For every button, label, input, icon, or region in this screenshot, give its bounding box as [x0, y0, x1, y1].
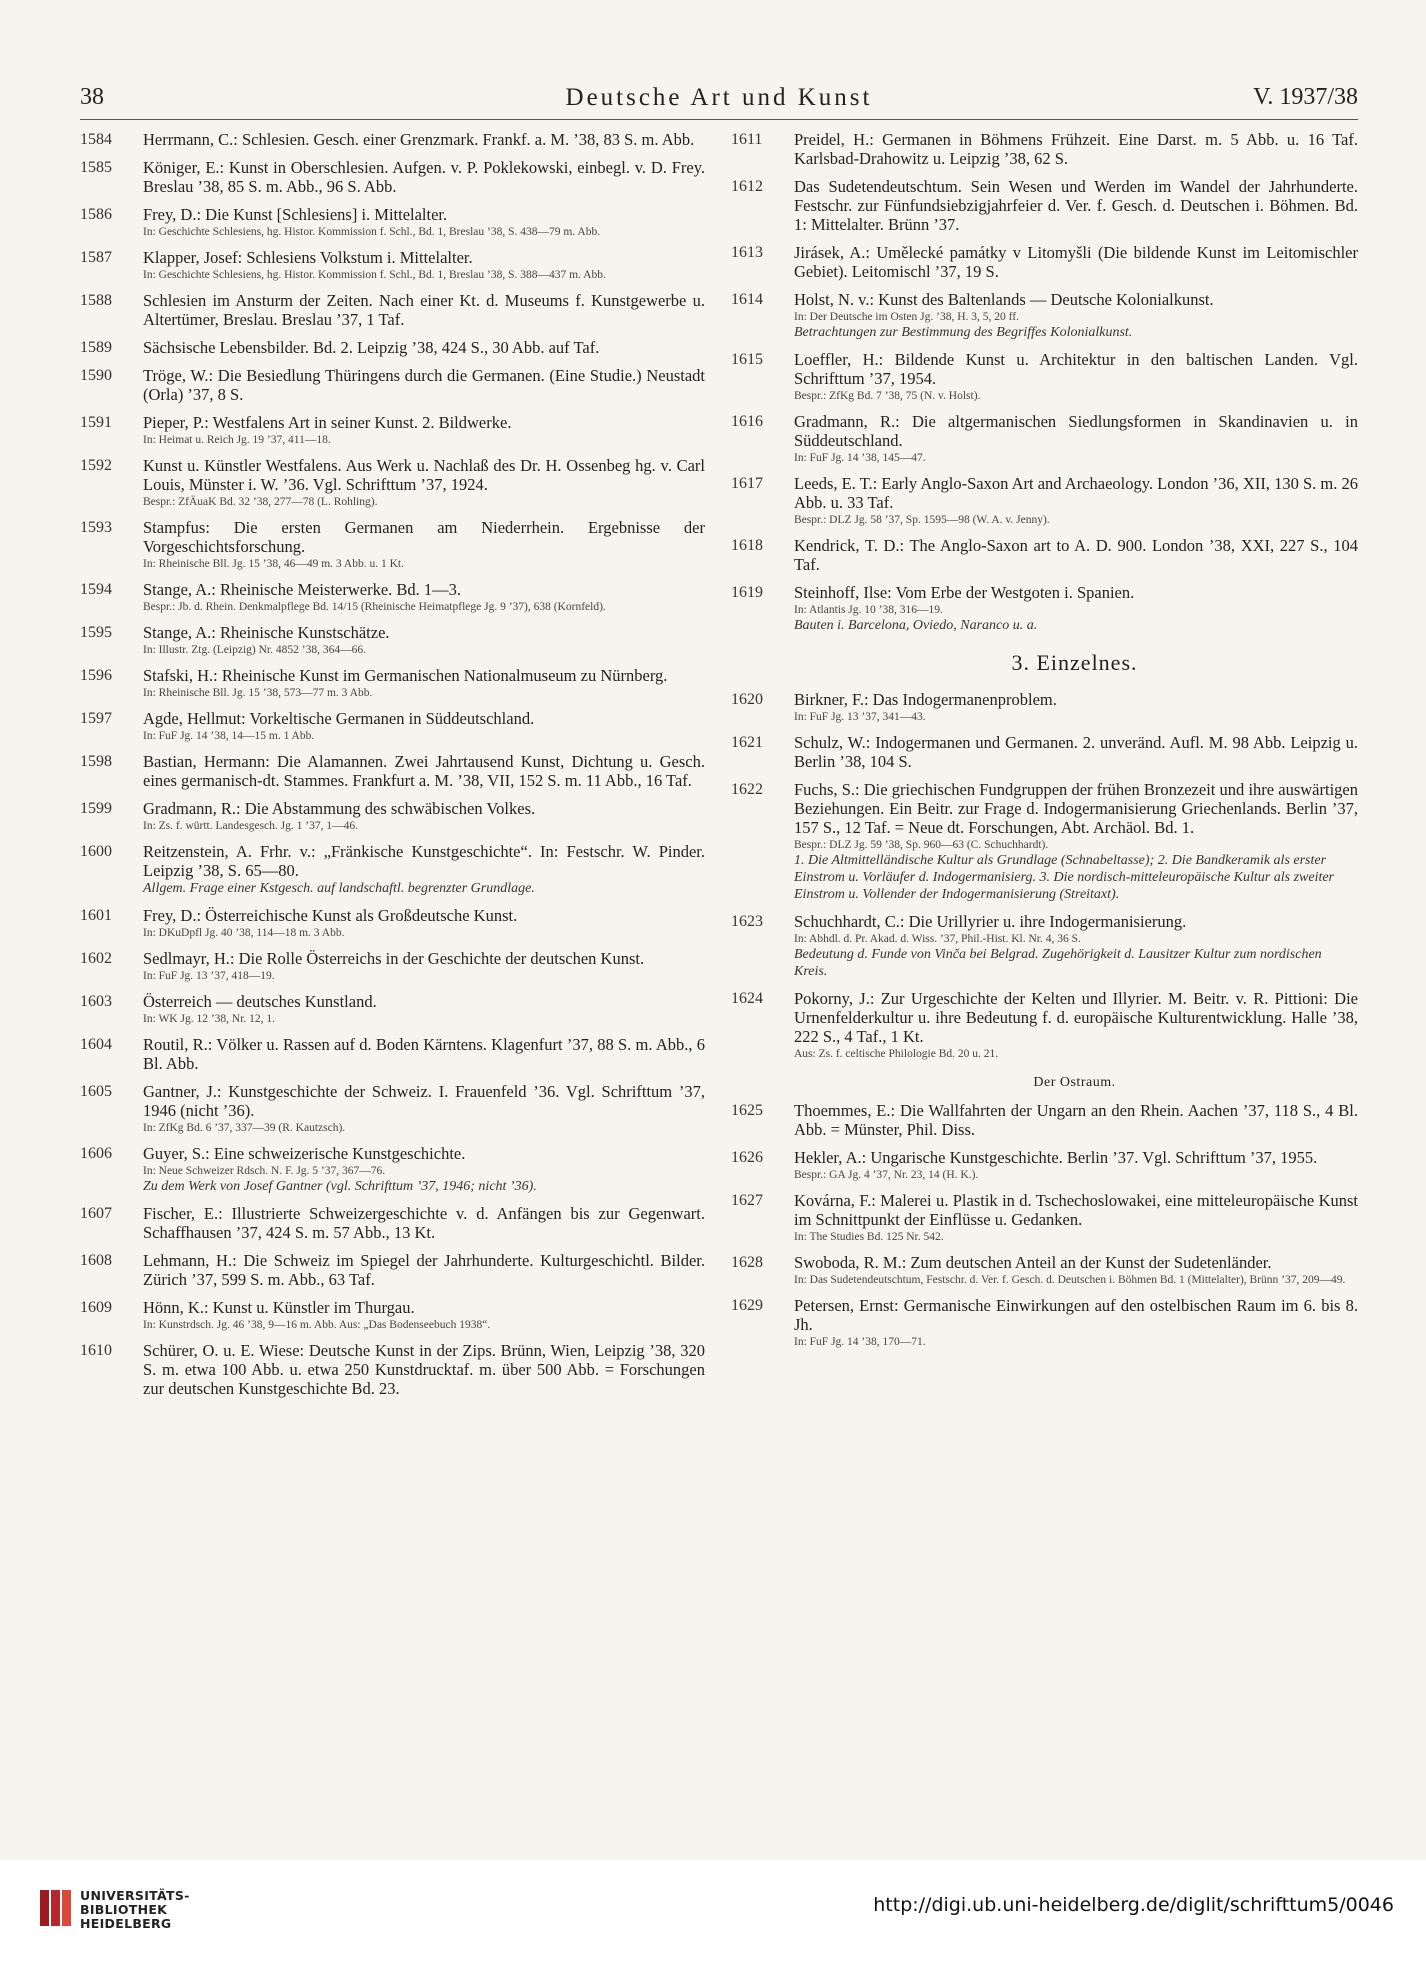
bibliography-entry — [731, 412, 1358, 465]
entry-citation: Kendrick, T. D.: The Anglo-Saxon art to A. D. 900. London ’38, XXI, 227 S., 104 Taf. — [794, 536, 1358, 574]
entry-number: 1592 — [80, 457, 112, 474]
entry-number: 1628 — [731, 1254, 763, 1271]
bibliography-entry — [80, 338, 705, 357]
entry-number: 1627 — [731, 1192, 763, 1209]
footer-bar — [0, 1860, 1426, 1979]
bibliography-entry — [80, 842, 705, 897]
bibliography-entry — [80, 248, 705, 282]
bibliography-entry — [731, 583, 1358, 634]
entry-number: 1597 — [80, 710, 112, 727]
entry-number: 1623 — [731, 913, 763, 930]
logo-line-2: BIBLIOTHEK — [80, 1902, 168, 1917]
bibliography-entry — [80, 906, 705, 940]
bibliography-entry — [731, 1253, 1358, 1287]
entry-source: Bespr.: GA Jg. 4 ’37, Nr. 23, 14 (H. K.). — [794, 1169, 979, 1181]
entry-number: 1609 — [80, 1299, 112, 1316]
entry-citation: Lehmann, H.: Die Schweiz im Spiegel der Jahrhunderte. Kulturgeschichtl. Bilder. Zürich ’37, 599 S. m. Abb., 63 Taf. — [143, 1251, 705, 1289]
bibliography-entry — [731, 912, 1358, 980]
entry-citation: Stafski, H.: Rheinische Kunst im Germanischen Nationalmuseum zu Nürnberg. — [143, 666, 668, 685]
bibliography-entry — [731, 1296, 1358, 1349]
entry-citation: Stange, A.: Rheinische Kunstschätze. — [143, 623, 390, 642]
entry-source: In: Der Deutsche im Osten Jg. ’38, H. 3, 5, 20 ff. — [794, 311, 1019, 323]
entry-annotation: Bedeutung d. Funde von Vinča bei Belgrad. Zugehörigkeit d. Lausitzer Kultur zum nordischen Kreis. — [794, 947, 1322, 979]
bibliography-entry — [731, 536, 1358, 574]
bibliography-entry — [80, 752, 705, 790]
entry-citation: Sedlmayr, H.: Die Rolle Österreichs in der Geschichte der deutschen Kunst. — [143, 949, 645, 968]
entry-number: 1598 — [80, 753, 112, 770]
entry-source: In: FuF Jg. 13 ’37, 418—19. — [143, 970, 275, 982]
bibliography-entry — [80, 1144, 705, 1195]
entry-citation: Loeffler, H.: Bildende Kunst u. Architektur in den baltischen Landen. Vgl. Schrifttum ’37, 1954. — [794, 350, 1358, 388]
entry-citation: Gradmann, R.: Die altgermanischen Siedlungsformen in Skandinavien u. in Süddeutschland. — [794, 412, 1358, 450]
bibliography-entry — [80, 1035, 705, 1073]
entry-source: In: FuF Jg. 14 ’38, 14—15 m. 1 Abb. — [143, 730, 315, 742]
entry-number: 1612 — [731, 178, 763, 195]
bibliography-entry — [731, 350, 1358, 403]
entry-source: In: Rheinische Bll. Jg. 15 ’38, 46—49 m. 3 Abb. u. 1 Kt. — [143, 558, 404, 570]
bibliography-entry — [80, 1204, 705, 1242]
entry-citation: Schulz, W.: Indogermanen und Germanen. 2. unveränd. Aufl. M. 98 Abb. Leipzig u. Berlin ’38, 104 S. — [794, 733, 1358, 771]
right-column — [731, 130, 1358, 1358]
entry-citation: Hekler, A.: Ungarische Kunstgeschichte. Berlin ’37. Vgl. Schrifttum ’37, 1955. — [794, 1148, 1318, 1167]
bibliography-entry — [80, 291, 705, 329]
entry-citation: Schlesien im Ansturm der Zeiten. Nach einer Kt. d. Museums f. Kunstgewerbe u. Altertümer, Breslau. Breslau ’37, 1 Taf. — [143, 291, 705, 329]
library-logo-text — [80, 1889, 190, 1931]
entry-number: 1591 — [80, 414, 112, 431]
entry-citation: Tröge, W.: Die Besiedlung Thüringens durch die Germanen. (Eine Studie.) Neustadt (Orla) ’37, 8 S. — [143, 366, 705, 404]
bibliography-entry — [80, 1082, 705, 1135]
section-title: 3. Einzelnes. — [1011, 650, 1138, 675]
bibliography-entry — [80, 666, 705, 700]
entry-number: 1601 — [80, 907, 112, 924]
entry-number: 1594 — [80, 581, 112, 598]
entry-citation: Petersen, Ernst: Germanische Einwirkungen auf den ostelbischen Raum im 6. bis 8. Jh. — [794, 1296, 1358, 1334]
bibliography-entry — [80, 949, 705, 983]
page-header — [80, 84, 1358, 114]
subsection-title: Der Ostraum. — [1033, 1075, 1116, 1090]
bibliography-entry — [80, 580, 705, 614]
entry-number: 1608 — [80, 1252, 112, 1269]
entry-source: In: Geschichte Schlesiens, hg. Histor. Kommission f. Schl., Bd. 1, Breslau ’38, S. 438—79 m. Abb. — [143, 226, 601, 238]
bibliography-entry — [80, 158, 705, 196]
bibliography-entry — [731, 290, 1358, 341]
bibliography-entry — [80, 992, 705, 1026]
entry-citation: Kovárna, F.: Malerei u. Plastik in d. Tschechoslowakei, eine mitteleuropäische Kunst im Schnittpunkt der Einflüsse u. Gedanken. — [794, 1191, 1358, 1229]
entry-number: 1586 — [80, 206, 112, 223]
entry-source: In: Illustr. Ztg. (Leipzig) Nr. 4852 ’38, 364—66. — [143, 644, 366, 656]
entry-citation: Kunst u. Künstler Westfalens. Aus Werk u. Nachlaß des Dr. H. Ossenbeg hg. v. Carl Louis, Münster i. W. ’36. Vgl. Schrifttum ’37, 1924. — [143, 456, 705, 494]
bibliography-entry — [80, 205, 705, 239]
bibliography-entry — [80, 130, 705, 149]
entry-source: Bespr.: ZfKg Bd. 7 ’38, 75 (N. v. Holst). — [794, 390, 981, 402]
entry-number: 1614 — [731, 291, 763, 308]
entry-source: Bespr.: DLZ Jg. 58 ’37, Sp. 1595—98 (W. A. v. Jenny). — [794, 514, 1050, 526]
entry-number: 1599 — [80, 800, 112, 817]
entry-citation: Klapper, Josef: Schlesiens Volkstum i. Mittelalter. — [143, 248, 473, 267]
entry-citation: Birkner, F.: Das Indogermanenproblem. — [794, 690, 1057, 709]
entry-number: 1611 — [731, 131, 763, 148]
entry-citation: Stampfus: Die ersten Germanen am Niederrhein. Ergebnisse der Vorgeschichtsforschung. — [143, 518, 705, 556]
entry-source: In: FuF Jg. 14 ’38, 145—47. — [794, 452, 926, 464]
entry-number: 1616 — [731, 413, 763, 430]
entry-citation: Frey, D.: Die Kunst [Schlesiens] i. Mittelalter. — [143, 205, 448, 224]
entry-citation: Gradmann, R.: Die Abstammung des schwäbischen Volkes. — [143, 799, 536, 818]
entry-citation: Preidel, H.: Germanen in Böhmens Frühzeit. Eine Darst. m. 5 Abb. u. 16 Taf. Karlsbad-Drahowitz u. Leipzig ’38, 62 S. — [794, 130, 1358, 168]
entry-citation: Routil, R.: Völker u. Rassen auf d. Boden Kärntens. Klagenfurt ’37, 88 S. m. Abb., 6 Bl. Abb. — [143, 1035, 705, 1073]
bibliography-entry — [731, 243, 1358, 281]
entry-citation: Frey, D.: Österreichische Kunst als Großdeutsche Kunst. — [143, 906, 518, 925]
entry-number: 1618 — [731, 537, 763, 554]
entry-citation: Holst, N. v.: Kunst des Baltenlands — Deutsche Kolonialkunst. — [794, 290, 1214, 309]
entry-source: In: FuF Jg. 13 ’37, 341—43. — [794, 711, 926, 723]
entry-source: In: Atlantis Jg. 10 ’38, 316—19. — [794, 604, 943, 616]
entry-number: 1610 — [80, 1342, 112, 1359]
entry-source: In: Zs. f. württ. Landesgesch. Jg. 1 ’37, 1—46. — [143, 820, 358, 832]
bibliography-entry — [731, 989, 1358, 1061]
entry-number: 1622 — [731, 781, 763, 798]
entry-number: 1607 — [80, 1205, 112, 1222]
header-rule — [80, 119, 1358, 120]
entry-source: In: Rheinische Bll. Jg. 15 ’38, 573—77 m. 3 Abb. — [143, 687, 373, 699]
entry-annotation: Bauten i. Barcelona, Oviedo, Naranco u. a. — [794, 618, 1038, 633]
entry-number: 1600 — [80, 843, 112, 860]
bibliography-entry — [731, 1101, 1358, 1139]
entry-number: 1596 — [80, 667, 112, 684]
entry-number: 1604 — [80, 1036, 112, 1053]
entry-citation: Herrmann, C.: Schlesien. Gesch. einer Grenzmark. Frankf. a. M. ’38, 83 S. m. Abb. — [143, 130, 695, 149]
entry-number: 1619 — [731, 584, 763, 601]
bibliography-entry — [731, 690, 1358, 724]
entry-number: 1629 — [731, 1297, 763, 1314]
entry-annotation: 1. Die Altmittelländische Kultur als Grundlage (Schnabeltasse); 2. Die Bandkeramik als erster Einstrom u. Vorläufer d. Indogermanisierg. 3. Die nordisch-mitteleuropäische Kultur als zweiter Einstrom u. Vollender der Indogermanisierung (Streitaxt). — [794, 853, 1335, 902]
entry-annotation: Zu dem Werk von Josef Gantner (vgl. Schrifttum ’37, 1946; nicht ’36). — [143, 1179, 537, 1194]
entry-source: In: FuF Jg. 14 ’38, 170—71. — [794, 1336, 926, 1348]
entry-citation: Schürer, O. u. E. Wiese: Deutsche Kunst in der Zips. Brünn, Wien, Leipzig ’38, 320 S. m. etwa 100 Abb. u. etwa 250 Kunstdrucktaf. m. über 500 Abb. = Forschungen zur deutschen Kunstgeschichte Bd. 23. — [143, 1341, 705, 1398]
running-title: Deutsche Art und Kunst — [565, 84, 873, 111]
entry-source: In: The Studies Bd. 125 Nr. 542. — [794, 1231, 944, 1243]
page-number: 38 — [80, 84, 104, 110]
entry-citation: Schuchhardt, C.: Die Urillyrier u. ihre Indogermanisierung. — [794, 912, 1187, 931]
logo-line-1: UNIVERSITÄTS- — [80, 1888, 190, 1903]
entry-number: 1620 — [731, 691, 763, 708]
entry-citation: Agde, Hellmut: Vorkeltische Germanen in Süddeutschland. — [143, 709, 535, 728]
entry-source: In: Kunstrdsch. Jg. 46 ’38, 9—16 m. Abb. Aus: „Das Bodenseebuch 1938“. — [143, 1319, 491, 1331]
entry-source: In: DKuDpfl Jg. 40 ’38, 114—18 m. 3 Abb. — [143, 927, 345, 939]
entry-number: 1605 — [80, 1083, 112, 1100]
entry-source: In: Abhdl. d. Pr. Akad. d. Wiss. ’37, Phil.-Hist. Kl. Nr. 4, 36 S. — [794, 933, 1081, 945]
entry-number: 1621 — [731, 734, 763, 751]
entry-number: 1613 — [731, 244, 763, 261]
entry-citation: Fuchs, S.: Die griechischen Fundgruppen der frühen Bronzezeit und ihre auswärtigen Beziehungen. Ein Beitr. zur Frage d. Indogermanisierung Griechenlands. Berlin ’37, 157 S., 12 Taf. = Neue dt. Forschungen, Abt. Archäol. Bd. 1. — [794, 780, 1358, 837]
bibliography-entry — [731, 474, 1358, 527]
bibliography-entry — [80, 413, 705, 447]
entry-citation: Jirásek, A.: Umělecké památky v Litomyšli (Die bildende Kunst im Leitomischler Gebiet). Leitomischl ’37, 19 S. — [794, 243, 1358, 281]
source-url[interactable]: http://digi.ub.uni-heidelberg.de/diglit/schrifttum5/0046 — [873, 1894, 1394, 1916]
entry-citation: Stange, A.: Rheinische Meisterwerke. Bd. 1—3. — [143, 580, 462, 599]
bibliography-entry — [80, 799, 705, 833]
bibliography-entry — [731, 1191, 1358, 1244]
bibliography-entry — [731, 177, 1358, 234]
entry-annotation: Betrachtungen zur Bestimmung des Begriffes Kolonialkunst. — [794, 325, 1133, 340]
volume-label: V. 1937/38 — [1253, 84, 1358, 110]
bibliography-entry — [80, 366, 705, 404]
entry-number: 1625 — [731, 1102, 763, 1119]
entry-source: In: Heimat u. Reich Jg. 19 ’37, 411—18. — [143, 434, 331, 446]
entry-source: Bespr.: ZfÄuaK Bd. 32 ’38, 277—78 (L. Rohling). — [143, 496, 378, 508]
bibliography-entry — [80, 456, 705, 509]
entry-citation: Swoboda, R. M.: Zum deutschen Anteil an der Kunst der Sudetenländer. — [794, 1253, 1272, 1272]
entry-number: 1584 — [80, 131, 112, 148]
entry-number: 1602 — [80, 950, 112, 967]
entry-number: 1588 — [80, 292, 112, 309]
entry-citation: Königer, E.: Kunst in Oberschlesien. Aufgen. v. P. Poklekowski, einbegl. v. D. Frey. Breslau ’38, 85 S. m. Abb., 96 S. Abb. — [143, 158, 705, 196]
entry-number: 1624 — [731, 990, 763, 1007]
left-column — [80, 130, 705, 1407]
entry-citation: Gantner, J.: Kunstgeschichte der Schweiz. I. Frauenfeld ’36. Vgl. Schrifttum ’37, 1946 (nicht ’36). — [143, 1082, 705, 1120]
entry-source: In: Das Sudetendeutschtum, Festschr. d. Ver. f. Gesch. d. Deutschen i. Böhmen Bd. 1 (Mittelalter), Brünn ’37, 209—49. — [794, 1274, 1346, 1286]
entry-number: 1585 — [80, 159, 112, 176]
entry-number: 1595 — [80, 624, 112, 641]
entry-citation: Steinhoff, Ilse: Vom Erbe der Westgoten i. Spanien. — [794, 583, 1135, 602]
entry-citation: Pieper, P.: Westfalens Art in seiner Kunst. 2. Bildwerke. — [143, 413, 512, 432]
entry-number: 1606 — [80, 1145, 112, 1162]
right-column-entries-b — [731, 690, 1358, 1061]
entry-source: Bespr.: DLZ Jg. 59 ’38, Sp. 960—63 (C. Schuchhardt). — [794, 839, 1049, 851]
entry-number: 1615 — [731, 351, 763, 368]
entry-citation: Pokorny, J.: Zur Urgeschichte der Kelten und Illyrier. M. Beitr. v. R. Pittioni: Die Urnenfelderkultur u. ihre Bedeutung f. d. europäische Kulturentwicklung. Halle ’38, 222 S., 4 Taf., 1 Kt. — [794, 989, 1358, 1046]
library-logo-icon — [36, 1884, 76, 1932]
entry-citation: Fischer, E.: Illustrierte Schweizergeschichte v. d. Anfängen bis zur Gegenwart. Schaffhausen ’37, 424 S. m. 57 Abb., 13 Kt. — [143, 1204, 705, 1242]
entry-annotation: Allgem. Frage einer Kstgesch. auf landschaftl. begrenzter Grundlage. — [143, 881, 535, 896]
entry-number: 1589 — [80, 339, 112, 356]
entry-source: Aus: Zs. f. celtische Philologie Bd. 20 u. 21. — [794, 1048, 999, 1060]
entry-source: In: Neue Schweizer Rdsch. N. F. Jg. 5 ’37, 367—76. — [143, 1165, 386, 1177]
entry-citation: Hönn, K.: Kunst u. Künstler im Thurgau. — [143, 1298, 415, 1317]
right-column-entries-a — [731, 130, 1358, 634]
bibliography-entry — [80, 709, 705, 743]
bibliography-entry — [80, 1251, 705, 1289]
right-column-entries-c — [731, 1101, 1358, 1349]
entry-number: 1603 — [80, 993, 112, 1010]
bibliography-entry — [731, 780, 1358, 903]
bibliography-entry — [731, 733, 1358, 771]
bibliography-entry — [80, 1298, 705, 1332]
entry-number: 1590 — [80, 367, 112, 384]
entry-number: 1617 — [731, 475, 763, 492]
entry-citation: Thoemmes, E.: Die Wallfahrten der Ungarn an den Rhein. Aachen ’37, 118 S., 4 Bl. Abb. = Münster, Phil. Diss. — [794, 1101, 1358, 1139]
entry-citation: Guyer, S.: Eine schweizerische Kunstgeschichte. — [143, 1144, 466, 1163]
entry-source: Bespr.: Jb. d. Rhein. Denkmalpflege Bd. 14/15 (Rheinische Heimatpflege Jg. 9 ’37), 638 (Kornfeld). — [143, 601, 606, 613]
entry-source: In: Geschichte Schlesiens, hg. Histor. Kommission f. Schl., Bd. 1, Breslau ’38, S. 388—437 m. Abb. — [143, 269, 606, 281]
bibliography-entry — [80, 518, 705, 571]
entry-source: In: ZfKg Bd. 6 ’37, 337—39 (R. Kautzsch). — [143, 1122, 346, 1134]
entry-citation: Das Sudetendeutschtum. Sein Wesen und Werden im Wandel der Jahrhunderte. Festschr. zur Fünfundsiebzigjahrfeier d. Ver. f. Gesch. d. Deutschen i. Böhmen. Bd. 1: Mittelalter. Brünn ’37. — [794, 177, 1358, 234]
entry-number: 1593 — [80, 519, 112, 536]
entry-number: 1587 — [80, 249, 112, 266]
entry-citation: Sächsische Lebensbilder. Bd. 2. Leipzig ’38, 424 S., 30 Abb. auf Taf. — [143, 338, 600, 357]
entry-number: 1626 — [731, 1149, 763, 1166]
entry-citation: Bastian, Hermann: Die Alamannen. Zwei Jahrtausend Kunst, Dichtung u. Gesch. eines germanisch-dt. Stammes. Frankfurt a. M. ’38, VII, 152 S. m. 11 Abb., 16 Taf. — [143, 752, 705, 790]
entry-citation: Leeds, E. T.: Early Anglo-Saxon Art and Archaeology. London ’36, XII, 130 S. m. 26 Abb. u. 33 Taf. — [794, 474, 1358, 512]
bibliography-entry — [80, 1341, 705, 1398]
bibliography-entry — [80, 623, 705, 657]
bibliography-entry — [731, 130, 1358, 168]
logo-line-3: HEIDELBERG — [80, 1916, 172, 1931]
entry-source: In: WK Jg. 12 ’38, Nr. 12, 1. — [143, 1013, 276, 1025]
entry-citation: Österreich — deutsches Kunstland. — [143, 992, 377, 1011]
entry-citation: Reitzenstein, A. Frhr. v.: „Fränkische Kunstgeschichte“. In: Festschr. W. Pinder. Leipzig ’38, S. 65—80. — [143, 842, 705, 880]
bibliography-entry — [731, 1148, 1358, 1182]
